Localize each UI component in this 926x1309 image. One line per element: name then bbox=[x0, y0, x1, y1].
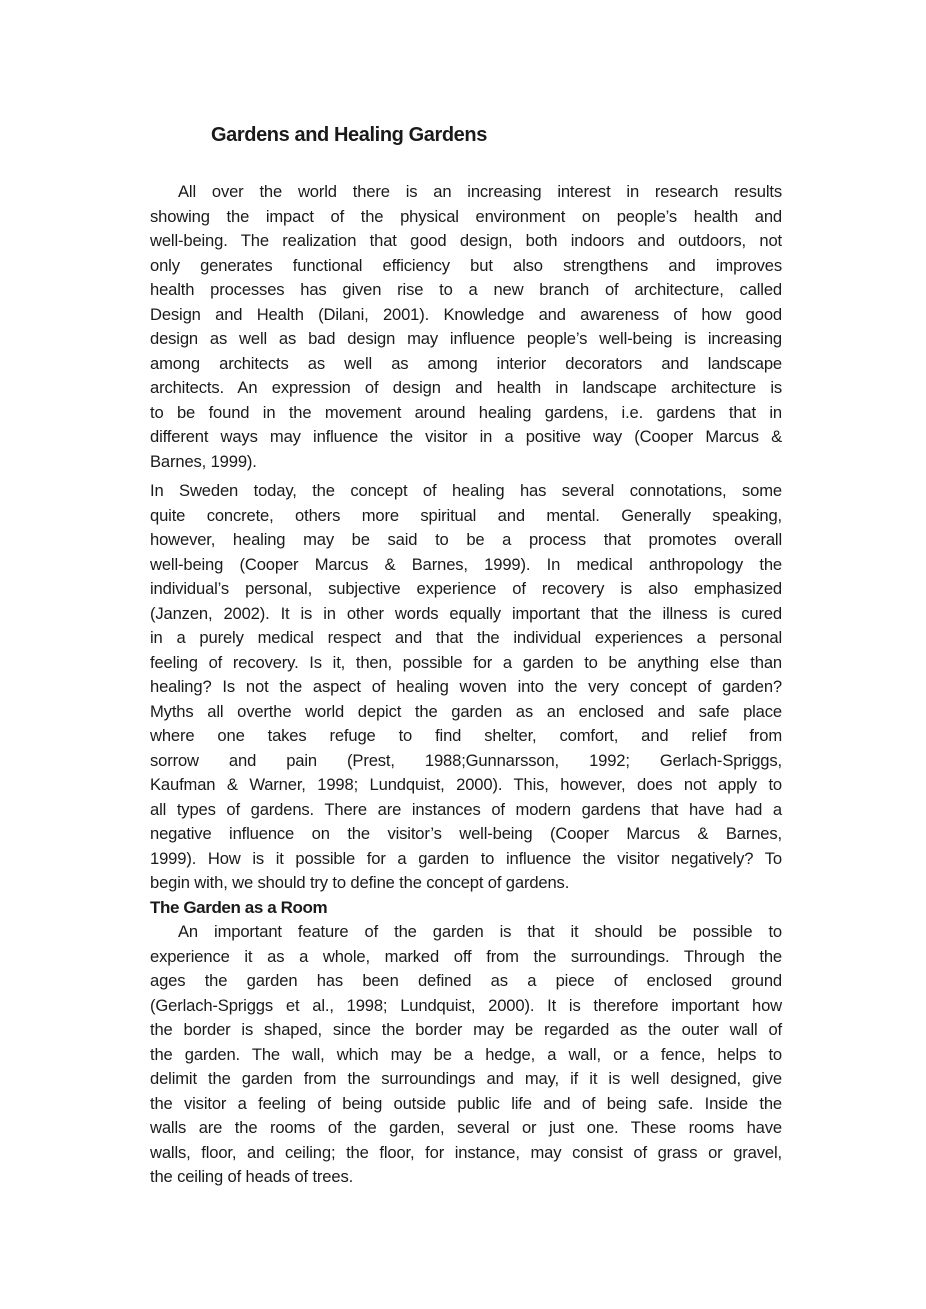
text-line: the ceiling of heads of trees. bbox=[150, 1167, 354, 1186]
text-line: among architects as well as among interior decorators and landscape bbox=[150, 353, 782, 373]
text-line: healing? Is not the aspect of healing woven into the very concept of garden? bbox=[150, 677, 782, 696]
text-line: where one takes refuge to find shelter, comfort, and relief from bbox=[150, 726, 782, 745]
document-title: Gardens and Healing Gardens bbox=[211, 124, 487, 146]
text-line: walls are the rooms of the garden, several or just one. These rooms have bbox=[150, 1118, 782, 1137]
text-line: walls, floor, and ceiling; the floor, for instance, may consist of grass or gravel, bbox=[150, 1142, 782, 1162]
text-line: (Janzen, 2002). It is in other words equally important that the illness is cured bbox=[150, 603, 782, 623]
text-line: different ways may influence the visitor in a positive way (Cooper Marcus & bbox=[150, 427, 782, 446]
paragraph-garden-room bbox=[150, 920, 782, 1190]
text-line: however, healing may be said to be a process that promotes overall bbox=[150, 530, 782, 549]
text-line: the visitor a feeling of being outside public life and of being safe. Inside the bbox=[150, 1093, 782, 1113]
text-line: architects. An expression of design and health in landscape architecture is bbox=[150, 378, 782, 397]
text-line: delimit the garden from the surroundings and may, if it is well designed, give bbox=[150, 1069, 782, 1088]
text-line: quite concrete, others more spiritual and mental. Generally speaking, bbox=[150, 505, 782, 525]
text-line: only generates functional efficiency but also strengthens and improves bbox=[150, 255, 782, 275]
text-line: Barnes, 1999). bbox=[150, 451, 257, 471]
text-line: feeling of recovery. Is it, then, possible for a garden to be anything else than bbox=[150, 652, 782, 672]
text-line: ages the garden has been defined as a piece of enclosed ground bbox=[150, 971, 782, 990]
document-body bbox=[150, 180, 782, 1190]
text-line: design as well as bad design may influence people’s well-being is increasing bbox=[150, 329, 782, 348]
text-line: showing the impact of the physical environment on people’s health and bbox=[150, 206, 782, 226]
section-heading: The Garden as a Room bbox=[150, 897, 328, 917]
text-line: Myths all overthe world depict the garden as an enclosed and safe place bbox=[150, 701, 782, 721]
text-line: sorrow and pain (Prest, 1988;Gunnarsson, 1992; Gerlach-Spriggs, bbox=[150, 750, 782, 770]
text-line: Kaufman & Warner, 1998; Lundquist, 2000). This, however, does not apply to bbox=[150, 775, 782, 794]
text-line: experience it as a whole, marked off from the surroundings. Through the bbox=[150, 946, 782, 966]
text-line: negative influence on the visitor’s well-being (Cooper Marcus & Barnes, bbox=[150, 824, 782, 843]
text-line: well-being (Cooper Marcus & Barnes, 1999). In medical anthropology the bbox=[150, 554, 782, 574]
text-line: the border is shaped, since the border may be regarded as the outer wall of bbox=[150, 1020, 782, 1039]
text-line: An important feature of the garden is that it should be possible to bbox=[178, 922, 782, 941]
text-line: All over the world there is an increasing interest in research results bbox=[178, 182, 782, 201]
text-line: begin with, we should try to define the concept of gardens. bbox=[150, 873, 570, 892]
text-line: individual’s personal, subjective experience of recovery is also emphasized bbox=[150, 579, 782, 598]
text-line: well-being. The realization that good design, both indoors and outdoors, not bbox=[150, 231, 782, 250]
text-line: Design and Health (Dilani, 2001). Knowledge and awareness of how good bbox=[150, 304, 782, 324]
text-line: all types of gardens. There are instances of modern gardens that have had a bbox=[150, 799, 782, 819]
text-line: health processes has given rise to a new branch of architecture, called bbox=[150, 280, 782, 299]
text-line: In Sweden today, the concept of healing has several connotations, some bbox=[150, 481, 782, 500]
text-line: in a purely medical respect and that the individual experiences a personal bbox=[150, 628, 782, 647]
text-line: (Gerlach-Spriggs et al., 1998; Lundquist, 2000). It is therefore important how bbox=[150, 995, 782, 1015]
text-line: 1999). How is it possible for a garden to influence the visitor negatively? To bbox=[150, 848, 782, 868]
paragraph-intro bbox=[150, 180, 782, 474]
text-line: the garden. The wall, which may be a hedge, a wall, or a fence, helps to bbox=[150, 1044, 782, 1064]
text-line: to be found in the movement around healing gardens, i.e. gardens that in bbox=[150, 402, 782, 422]
paragraph-healing bbox=[150, 479, 782, 896]
